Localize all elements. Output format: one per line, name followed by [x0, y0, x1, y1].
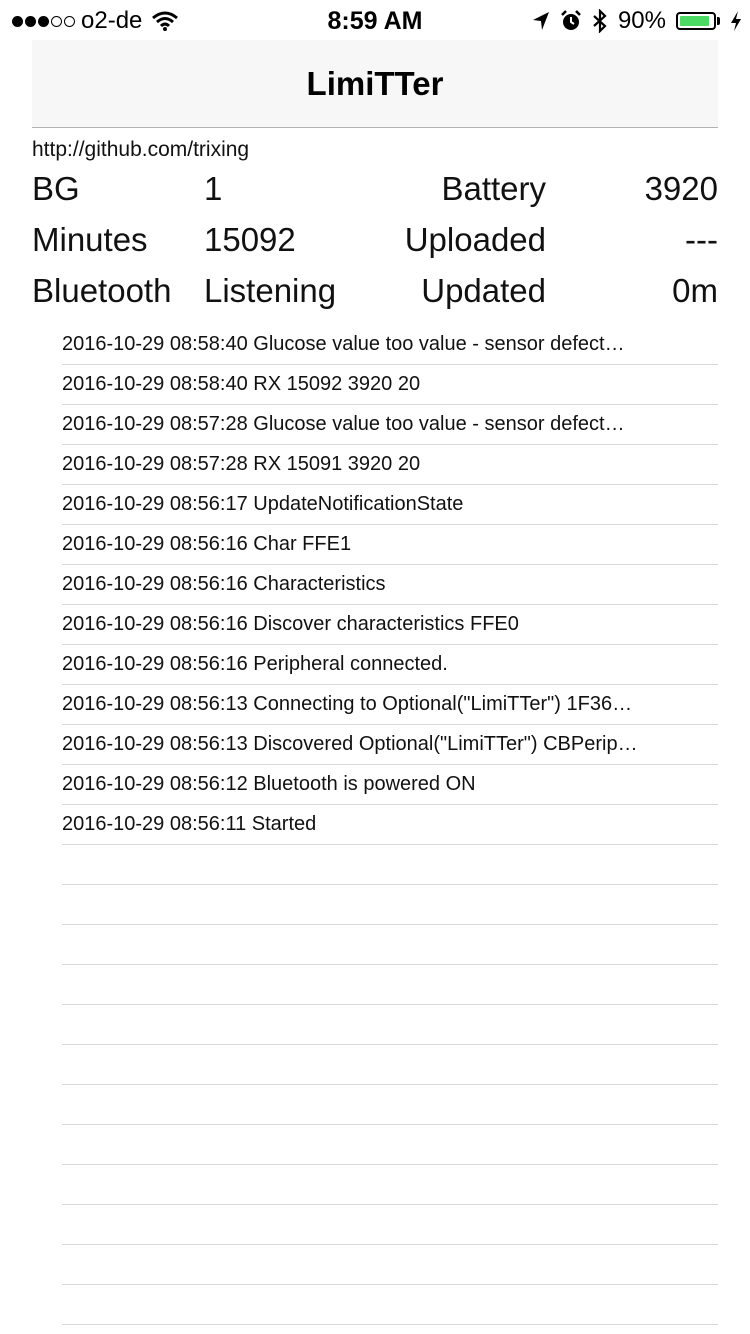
log-entry-text: 2016-10-29 08:56:16 Characteristics: [62, 573, 386, 595]
table-row[interactable]: [62, 525, 718, 565]
table-row[interactable]: [62, 605, 718, 645]
stat-row-bg: [32, 170, 718, 221]
table-row[interactable]: [62, 405, 718, 445]
table-row[interactable]: [62, 1165, 718, 1205]
stats-panel: [32, 170, 718, 323]
table-row[interactable]: [62, 445, 718, 485]
bluetooth-icon: [592, 9, 608, 33]
battery-value: 3920: [644, 170, 718, 207]
table-row[interactable]: [62, 645, 718, 685]
battery-fill: [680, 16, 709, 26]
github-link[interactable]: http://github.com/trixing: [32, 138, 250, 161]
log-entry-text: 2016-10-29 08:58:40 Glucose value too value - sensor defect…: [62, 333, 625, 355]
alarm-icon: [560, 10, 582, 32]
status-bar: [0, 0, 750, 40]
table-row[interactable]: [62, 1205, 718, 1245]
log-entry-text: 2016-10-29 08:56:16 Peripheral connected.: [62, 653, 448, 675]
bluetooth-value: Listening: [204, 272, 337, 309]
log-entry-text: 2016-10-29 08:56:11 Started: [62, 813, 317, 835]
table-row[interactable]: [62, 1085, 718, 1125]
log-entry-text: 2016-10-29 08:56:16 Discover characteristics FFE0: [62, 613, 519, 635]
log-entry-text: 2016-10-29 08:58:40 RX 15092 3920 20: [62, 373, 421, 395]
table-row[interactable]: [62, 965, 718, 1005]
log-entry-text: 2016-10-29 08:57:28 RX 15091 3920 20: [62, 453, 421, 475]
minutes-label: Minutes: [32, 221, 148, 258]
log-table[interactable]: [62, 325, 718, 1325]
table-row[interactable]: [62, 885, 718, 925]
table-row[interactable]: [62, 1285, 718, 1325]
bluetooth-label: Bluetooth: [32, 272, 172, 309]
battery-label: Battery: [441, 170, 546, 207]
updated-label: Updated: [421, 272, 546, 309]
minutes-value: 15092: [204, 221, 296, 258]
log-entry-text: 2016-10-29 08:56:17 UpdateNotificationState: [62, 493, 464, 515]
charging-bolt-icon: [730, 10, 742, 32]
table-row[interactable]: [62, 925, 718, 965]
table-row[interactable]: [62, 1005, 718, 1045]
table-row[interactable]: [62, 365, 718, 405]
page-title: LimiTTer: [306, 64, 444, 102]
status-time: 8:59 AM: [327, 7, 423, 35]
uploaded-label: Uploaded: [404, 221, 546, 258]
battery-icon: [676, 12, 720, 30]
log-entry-text: 2016-10-29 08:57:28 Glucose value too value - sensor defect…: [62, 413, 625, 435]
table-row[interactable]: [62, 725, 718, 765]
table-row[interactable]: [62, 1245, 718, 1285]
bg-label: BG: [32, 170, 80, 207]
status-right: [532, 7, 742, 35]
uploaded-value: ---: [685, 221, 718, 258]
log-entry-text: 2016-10-29 08:56:16 Char FFE1: [62, 533, 352, 555]
table-row[interactable]: [62, 685, 718, 725]
table-row[interactable]: [62, 1045, 718, 1085]
stat-row-bluetooth: [32, 272, 718, 323]
navigation-bar: [32, 40, 718, 128]
log-entry-text: 2016-10-29 08:56:13 Connecting to Optional("LimiTTer") 1F36…: [62, 693, 633, 715]
table-row[interactable]: [62, 325, 718, 365]
table-row[interactable]: [62, 565, 718, 605]
log-entry-text: 2016-10-29 08:56:13 Discovered Optional("LimiTTer") CBPerip…: [62, 733, 638, 755]
table-row[interactable]: [62, 485, 718, 525]
carrier-name: o2-de: [81, 7, 143, 34]
battery-percent: 90%: [617, 7, 666, 34]
location-arrow-icon: [532, 11, 550, 31]
table-row[interactable]: [62, 845, 718, 885]
bg-value: 1: [204, 170, 223, 207]
table-row[interactable]: [62, 805, 718, 845]
updated-value: 0m: [672, 272, 718, 309]
stat-row-minutes: [32, 221, 718, 272]
table-row[interactable]: [62, 1125, 718, 1165]
table-row[interactable]: [62, 765, 718, 805]
log-entry-text: 2016-10-29 08:56:12 Bluetooth is powered ON: [62, 773, 476, 795]
